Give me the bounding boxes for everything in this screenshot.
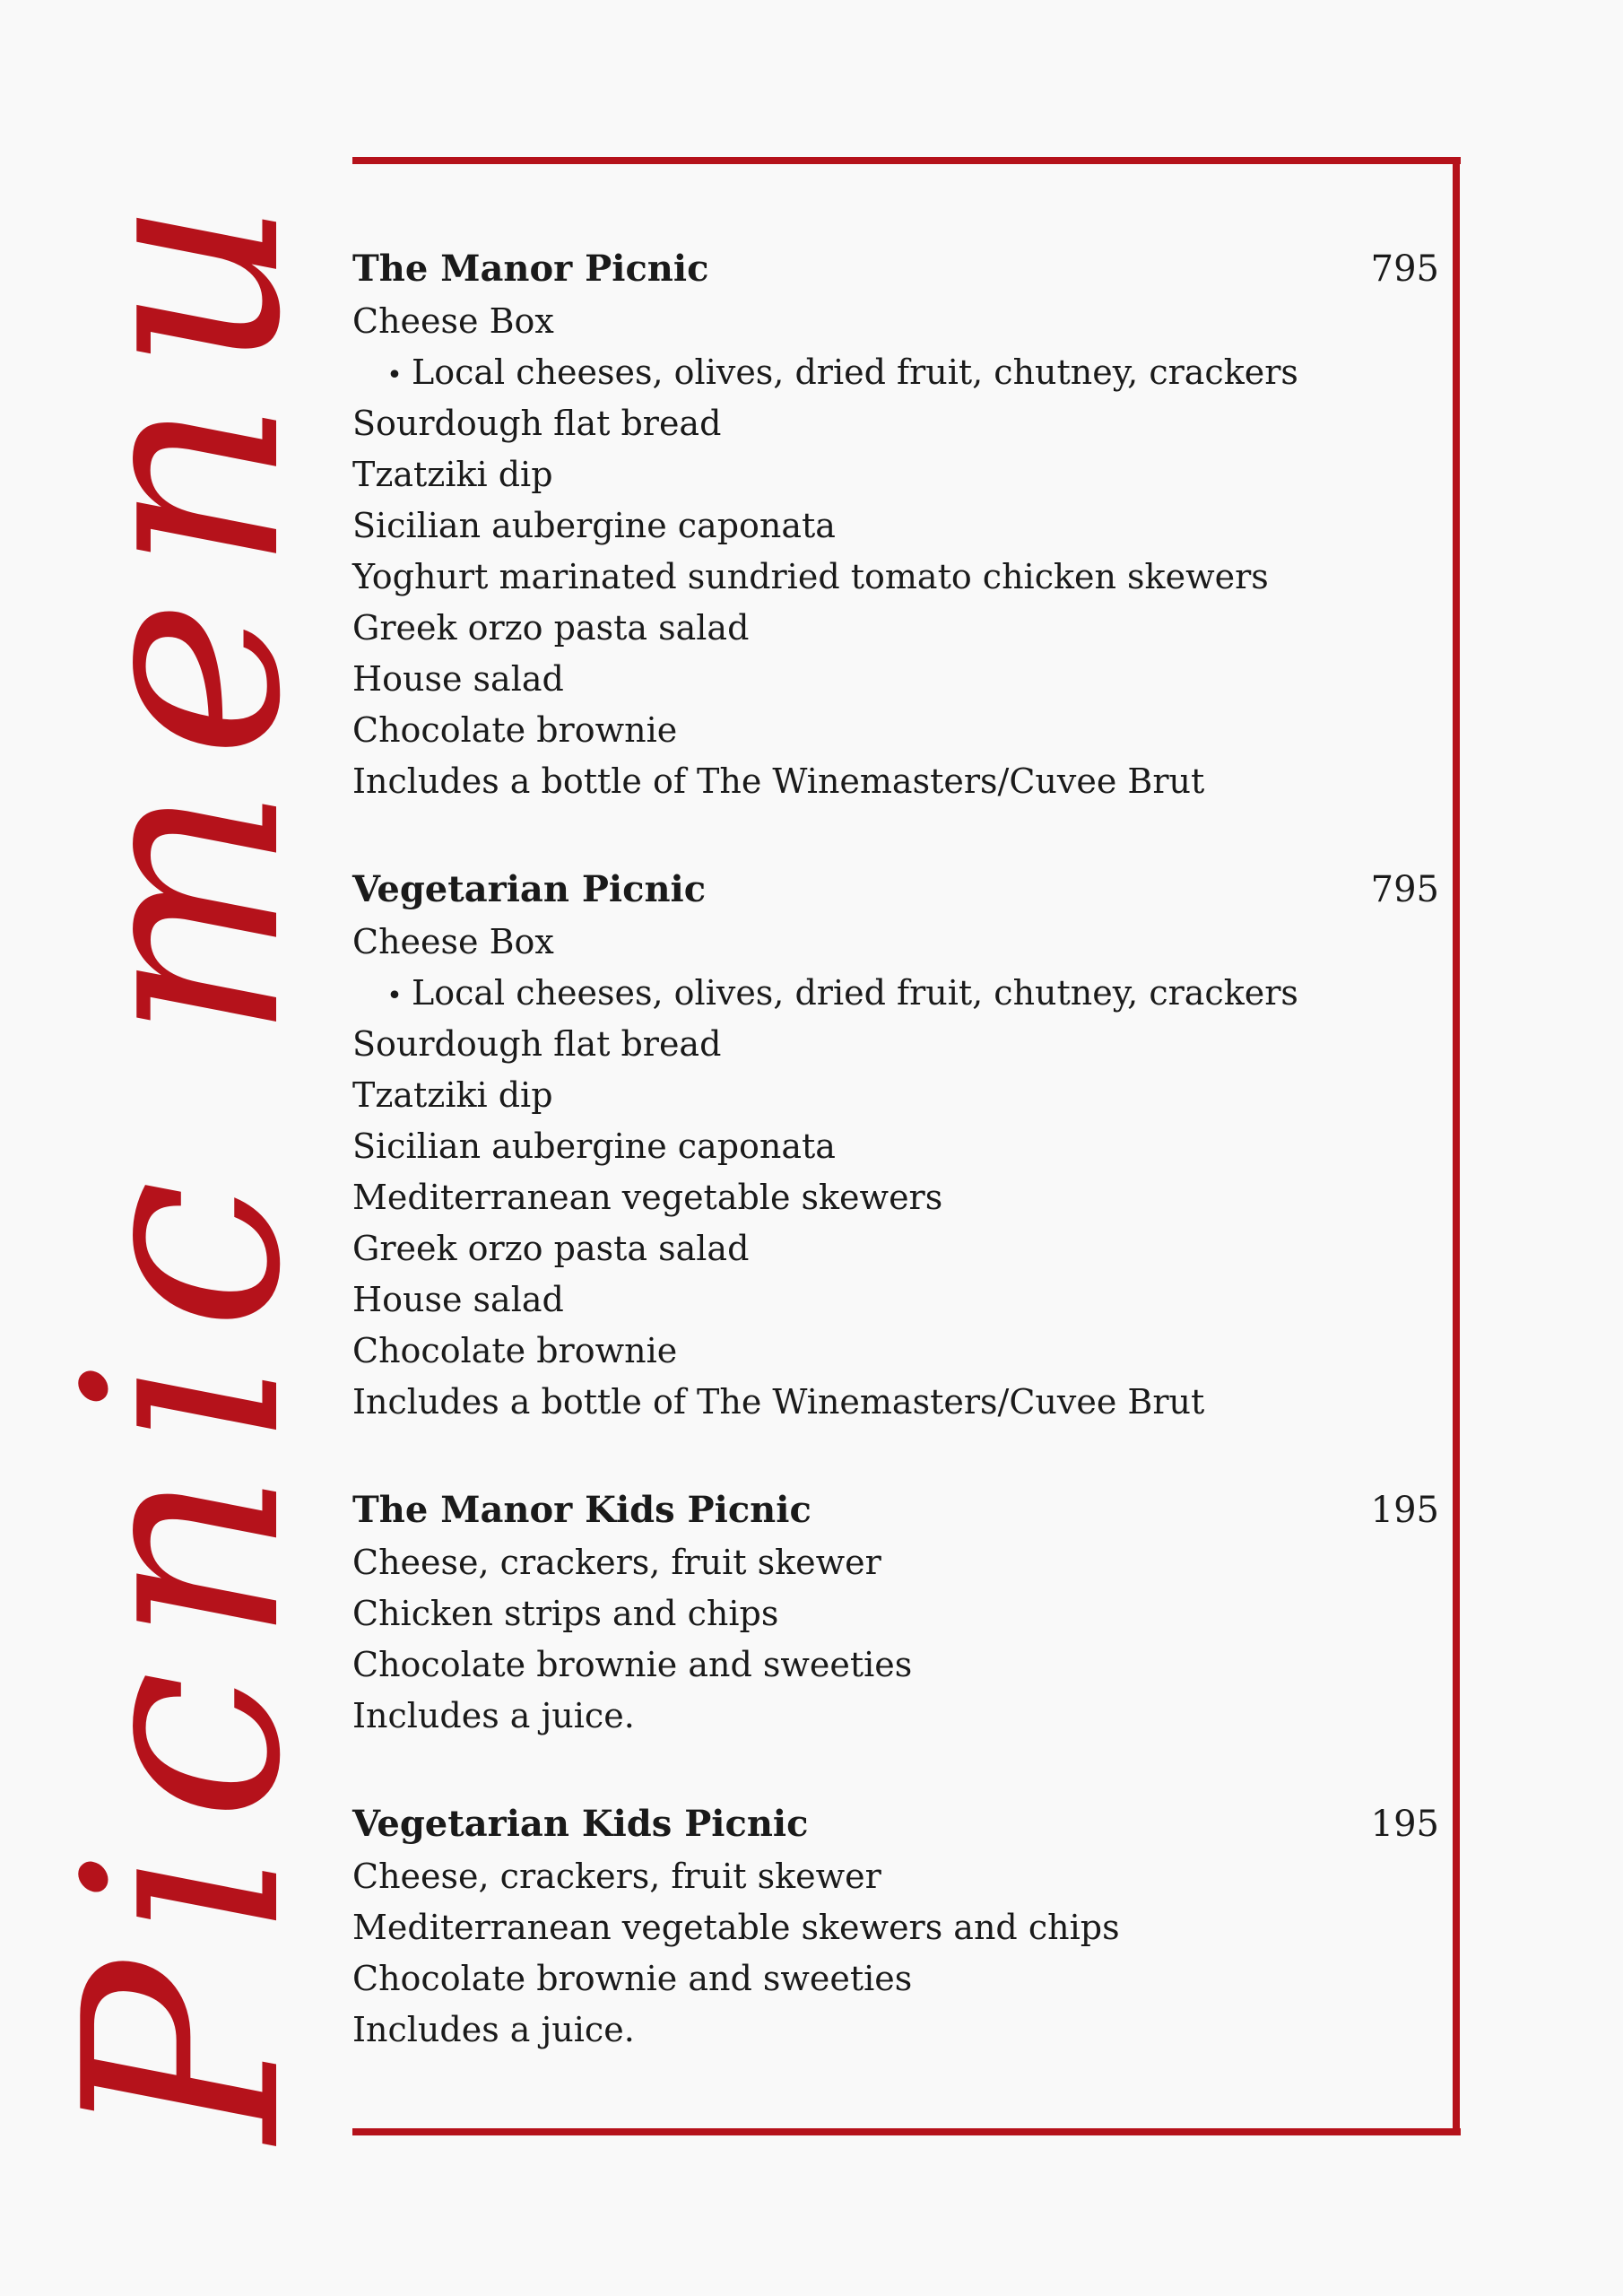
menu-section — [352, 1483, 1439, 1742]
menu-item-text: Includes a bottle of The Winemasters/Cuvee Brut — [352, 1382, 1205, 1422]
menu-section — [352, 863, 1439, 1428]
menu-item — [352, 1691, 1439, 1742]
menu-item-text: Cheese Box — [352, 922, 554, 961]
section-name: Vegetarian Picnic — [352, 868, 707, 910]
section-price: 195 — [1370, 1804, 1439, 1845]
menu-item-text: Sicilian aubergine caponata — [352, 506, 836, 545]
menu-item-text: Tzatziki dip — [352, 1075, 553, 1115]
menu-section — [352, 1797, 1439, 2056]
menu-item-text: Mediterranean vegetable skewers — [352, 1178, 943, 1217]
menu-item — [352, 1377, 1439, 1428]
menu-item — [352, 296, 1439, 347]
menu-item-text: Chocolate brownie and sweeties — [352, 1959, 913, 1998]
menu-item-text: Sicilian aubergine caponata — [352, 1126, 836, 1166]
menu-item-text: Cheese, crackers, fruit skewer — [352, 1543, 881, 1582]
menu-sub-item — [352, 968, 1439, 1019]
menu-item-text: Includes a juice. — [352, 2010, 635, 2049]
menu-item-text: Sourdough flat bread — [352, 404, 722, 443]
menu-item — [352, 1326, 1439, 1377]
menu-item — [352, 1019, 1439, 1070]
menu-item-text: Local cheeses, olives, dried fruit, chutney, crackers — [412, 352, 1298, 392]
menu-item — [352, 603, 1439, 654]
menu-item — [352, 1902, 1439, 1953]
menu-item — [352, 552, 1439, 603]
menu-item-text: House salad — [352, 1280, 564, 1319]
menu-item — [352, 1639, 1439, 1691]
menu-item — [352, 449, 1439, 500]
section-name: The Manor Picnic — [352, 248, 709, 290]
section-header — [352, 863, 1439, 917]
menu-item-text: Greek orzo pasta salad — [352, 608, 750, 648]
menu-item-text: Chicken strips and chips — [352, 1594, 779, 1633]
menu-item — [352, 398, 1439, 449]
menu-item-text: Local cheeses, olives, dried fruit, chutney, crackers — [412, 973, 1298, 1013]
menu-item — [352, 1172, 1439, 1223]
menu-item — [352, 1537, 1439, 1588]
section-price: 795 — [1370, 248, 1439, 290]
menu-title: Picnic menu — [27, 171, 340, 2143]
menu-item — [352, 500, 1439, 552]
menu-list — [352, 242, 1439, 2111]
menu-item — [352, 2005, 1439, 2056]
section-header — [352, 242, 1439, 296]
frame-top-border — [352, 157, 1461, 164]
section-name: Vegetarian Kids Picnic — [352, 1803, 809, 1845]
menu-item-text: Chocolate brownie — [352, 710, 678, 750]
menu-item-text: House salad — [352, 659, 564, 699]
bullet-icon: • — [386, 360, 403, 391]
menu-item — [352, 1121, 1439, 1172]
section-header — [352, 1797, 1439, 1851]
menu-item — [352, 1588, 1439, 1639]
menu-item — [352, 1274, 1439, 1326]
section-price: 195 — [1370, 1490, 1439, 1531]
menu-item — [352, 1070, 1439, 1121]
menu-item — [352, 1223, 1439, 1274]
bullet-icon: • — [386, 980, 403, 1012]
section-price: 795 — [1370, 869, 1439, 910]
menu-item-text: Chocolate brownie and sweeties — [352, 1645, 913, 1684]
section-header — [352, 1483, 1439, 1537]
menu-item — [352, 756, 1439, 807]
menu-item — [352, 705, 1439, 756]
menu-item — [352, 1851, 1439, 1902]
menu-item-text: Greek orzo pasta salad — [352, 1229, 750, 1268]
section-name: The Manor Kids Picnic — [352, 1489, 812, 1531]
menu-item-text: Includes a bottle of The Winemasters/Cuvee Brut — [352, 761, 1205, 801]
menu-item — [352, 1953, 1439, 2005]
menu-section — [352, 242, 1439, 807]
menu-item-text: Cheese, crackers, fruit skewer — [352, 1857, 881, 1896]
menu-item-text: Mediterranean vegetable skewers and chips — [352, 1908, 1120, 1947]
menu-sub-item — [352, 347, 1439, 398]
menu-item-text: Includes a juice. — [352, 1696, 635, 1735]
menu-item-text: Yoghurt marinated sundried tomato chicken skewers — [352, 557, 1269, 596]
menu-item-text: Chocolate brownie — [352, 1331, 678, 1370]
frame-right-border — [1453, 157, 1460, 2135]
menu-item-text: Tzatziki dip — [352, 455, 553, 494]
menu-item-text: Cheese Box — [352, 301, 554, 341]
menu-item — [352, 917, 1439, 968]
frame-bottom-border — [352, 2128, 1461, 2135]
menu-item-text: Sourdough flat bread — [352, 1024, 722, 1064]
menu-item — [352, 654, 1439, 705]
